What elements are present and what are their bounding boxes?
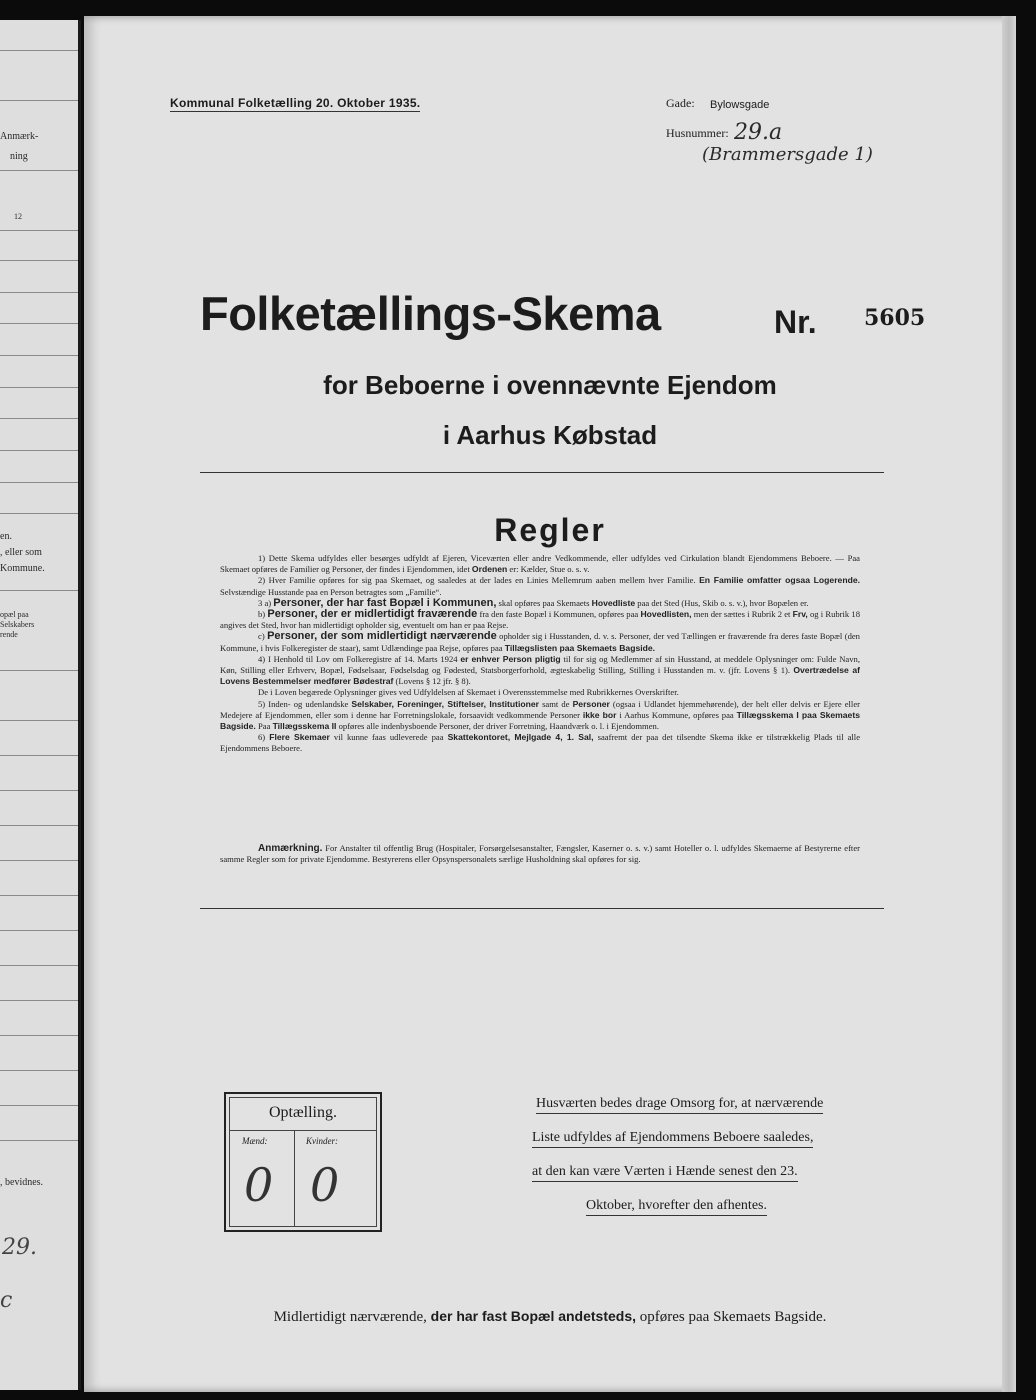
- nr-label: Nr.: [774, 304, 817, 340]
- notice-line: at den kan være Værten i Hænde senest den 23.: [532, 1164, 798, 1182]
- notice-line: Liste udfyldes af Ejendommens Beboere saaledes,: [532, 1130, 813, 1148]
- gade-value: Bylowsgade: [710, 99, 770, 111]
- prev-fragment: rende: [0, 630, 18, 639]
- form-subtitle: for Beboerne i ovennævnte Ejendom: [323, 370, 777, 400]
- rule-6: 6) Flere Skemaer vil kunne faas udleverede paa Skattekontoret, Mejlgade 4, 1. Sal, saafremt der paa det tilsendte Skema ikke er tilstrækkelig Plads til alle Ejendommens Beboere.: [220, 732, 861, 754]
- rule-3c: c) Personer, der som midlertidigt nærværende opholder sig i Husstanden, d. v. s. Personer, der ved Tællingen er fraværende fra deres faste Bopæl (den Kommune, i hvis Folkeregister de staar), samt Udlændinge paa Rejse, opføres paa Tillægslisten paa Skemaets Bagside.: [220, 630, 860, 653]
- rule-2: 2) Hver Familie opføres for sig paa Skemaet, og saaledes at der lades en Linies Mellemrum aaben mellem hver Familie. En Familie omfatter ogsaa Logerende. Selvstændige Husstande paa en Person betragtes som „Familie“.: [220, 575, 860, 597]
- form-title: Folketællings-Skema: [200, 287, 661, 340]
- maend-label: Mænd:: [242, 1136, 268, 1146]
- notice-line: Husværten bedes drage Omsorg for, at nærværende: [536, 1096, 823, 1114]
- count-title: Optælling.: [268, 1104, 337, 1121]
- previous-page-strip: [0, 20, 81, 1390]
- rule-5: 5) Inden- og udenlandske Selskaber, Foreninger, Stiftelser, Institutioner samt de Personer (ogsaa i Udlandet hjemmehørende), der helt eller delvis er Ejere eller Medejere af Ejendommen, eller som i denne har Forretningslokale, forsaavidt vedkommende Personer ikke bor i Aarhus Kommune, opføres paa Tillægsskema I paa Skemaets Bagside. Paa Tillægsskema II opføres alle indenbysboende Personer, der driver Forretning, Haandværk o. l. i Ejendommen.: [220, 698, 860, 732]
- husnummer-label: Husnummer:: [666, 126, 729, 140]
- prev-handwriting: 29.: [2, 1235, 37, 1260]
- prev-fragment: opæl paa: [0, 610, 29, 619]
- husnummer-value: 29.a: [734, 120, 783, 145]
- notice-line: Oktober, hvorefter den afhentes.: [586, 1198, 767, 1216]
- rule-3b: b) Personer, der er midlertidigt fraværende fra den faste Bopæl i Kommunen, opføres paa Hovedlisten, men der sættes i Rubrik 2 et Frv, og i Rubrik 18 angives det Sted, hvor han midlertidigt opholder sig, eventuelt om han er paa Rejse.: [220, 608, 861, 631]
- census-header: Kommunal Folketælling 20. Oktober 1935.: [170, 96, 421, 110]
- form-number: 5605: [864, 305, 926, 331]
- kvinder-label: Kvinder:: [306, 1136, 338, 1146]
- anmaerkning-label: Anmærkning.: [258, 843, 323, 854]
- rule-4: 4) I Henhold til Lov om Folkeregistre af 14. Marts 1924 er enhver Person pligtig til for sig og Medlemmer af sin Husstand, at meddele Oplysninger om: Fulde Navn, Køn, Stilling eller Erhverv, Bopæl, Fødselsaar, Fødselsdag og Fødested, Statsborgerforhold, ægteskabelig Stilling, Stilling i Husstanden m. v. (jfr. Lovens § 1). Overtrædelse af Lovens Bestemmelser medfører Bødestraf (Lovens § 12 jfr. § 8).: [220, 653, 860, 687]
- page-edge: [1002, 16, 1016, 1392]
- rules-heading: Regler: [494, 512, 606, 548]
- anmaerkning-text: For Anstalter til offentlig Brug (Hospitaler, Forsørgelsesanstalter, Fængsler, Kaserner o. s. v.) samt Hoteller o. l. udfyldes Skemaerne af Bestyrerne efter samme Regler som for private Ejendomme. Bestyrerens eller Opsynspersonalets særlige Husholdning skal opføres for sig.: [220, 843, 860, 865]
- divider: [200, 472, 884, 473]
- prev-fragment: en.: [0, 531, 12, 542]
- maend-count: 0: [244, 1158, 274, 1212]
- count-box: [224, 1092, 382, 1232]
- anmaerkning: [220, 843, 860, 866]
- prev-fragment: , eller som: [0, 547, 42, 558]
- kvinder-count: 0: [310, 1158, 340, 1212]
- prev-fragment: Kommune.: [0, 563, 45, 574]
- prev-handwriting: c: [0, 1288, 13, 1313]
- footer-note: Midlertidigt nærværende, der har fast Bopæl andetsteds, opføres paa Skemaets Bagside.: [273, 1308, 827, 1325]
- husnummer-note: (Brammersgade 1): [702, 144, 873, 165]
- rule-1: 1) Dette Skema udfyldes eller besørges udfyldt af Ejeren, Viceværten eller andre Vedkommende, eller udfyldes ved Cirkulation blandt Ejendommens Beboere. — Paa Skemaet opføres de Familier og Personer, der findes i Ejendommen, idet Ordenen er: Kælder, Stue o. s. v.: [220, 553, 860, 575]
- census-form-page: [84, 16, 1016, 1392]
- divider: [200, 908, 884, 909]
- prev-fragment: Selskabers: [0, 620, 35, 629]
- prev-fragment: , bevidnes.: [0, 1177, 44, 1188]
- rules-text: [220, 553, 860, 755]
- prev-fragment: Anmærk-: [0, 131, 39, 142]
- form-location: i Aarhus Købstad: [442, 420, 658, 450]
- rule-3a: 3 a) Personer, der har fast Bopæl i Kommunen, skal opføres paa Skemaets Hovedliste paa det Sted (Hus, Skib o. s. v.), hvor Bopælen er.: [258, 596, 809, 609]
- rule-4-note: De i Loven begærede Oplysninger gives ved Udfyldelsen af Skemaet i Overensstemmelse med Rubrikkernes Overskrifter.: [258, 687, 679, 698]
- prev-fragment: 12: [14, 212, 22, 221]
- gade-label: Gade:: [666, 96, 695, 110]
- prev-fragment: ning: [10, 151, 28, 162]
